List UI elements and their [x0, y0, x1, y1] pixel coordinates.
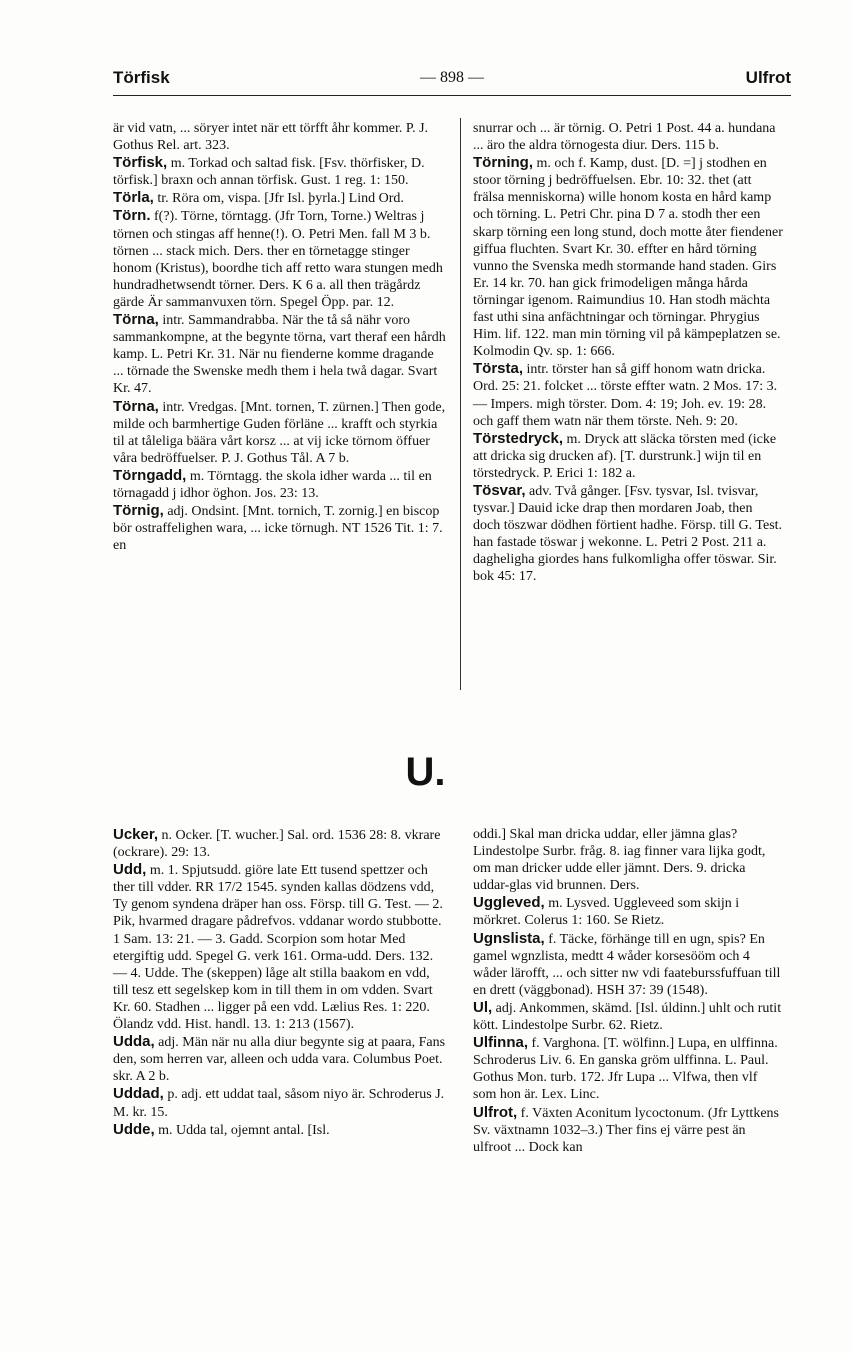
entry-continuation: är vid vatn, ... söryer intet när ett törfft åhr kommer. P. J. Gothus Rel. art. 323.	[113, 121, 429, 154]
entry-torfisk: Törfisk, m. Torkad och saltad fisk. [Fsv. thörfisker, D. törfisk.] braxn och annan törfisk. Gust. 1 reg. 1: 150.	[113, 154, 425, 189]
entry-uddad: Uddad, p. adj. ett uddat taal, såsom niyo är. Schroderus J. M. kr. 15.	[113, 1085, 445, 1120]
entry-udde: Udde, m. Udda tal, ojemnt antal. [Isl.	[113, 1120, 330, 1138]
entry-torna-1: Törna, intr. Sammandrabba. När the tå så nähr voro sammankompne, at the begynte törna, vart theraf een hårdh kamp. L. Petri Kr. 31. När nu fienderne komme dragande ... törnade the Swenske medh them i hela twå dagar. Svart Kr. 47.	[113, 311, 446, 397]
entry-torsta: Törsta, intr. törster han så giff honom watn dricka. Ord. 25: 21. folcket ... törste effter watn. 2 Mos. 17: 3. — Impers. migh törster. Dom. 4: 19; Joh. ev. 19: 28. och gaff them watn när them törste. Neh. 9: 20.	[473, 360, 778, 429]
headword: Törn.	[113, 207, 151, 225]
headword: Törngadd,	[113, 466, 187, 484]
column-3	[113, 826, 447, 1139]
entry-torla: Törla, tr. Röra om, vispa. [Jfr Isl. þyrla.] Lind Ord.	[113, 189, 404, 207]
column-2	[473, 120, 783, 586]
header-rule	[113, 95, 791, 96]
headword: Törning,	[473, 154, 533, 172]
headword: Udda,	[113, 1033, 155, 1051]
entry-ucker: Ucker, n. Ocker. [T. wucher.] Sal. ord. 1536 28: 8. vkrare (ockrare). 29: 13.	[113, 826, 441, 861]
headword: Ugnslista,	[473, 929, 545, 947]
entry-udda: Udda, adj. Män när nu alla diur begynte sig at paara, Fans den, som herren var, alleen och udda vara. Columbus Poet. skr. A 2 b.	[113, 1033, 446, 1085]
entry-continuation: snurrar och ... är törnig. O. Petri 1 Post. 44 a. hundana ... äro the aldra törnogesta diur. Ders. 115 b.	[473, 121, 776, 154]
headword: Udde,	[113, 1120, 155, 1138]
headword: Törnig,	[113, 502, 164, 520]
headword: Ulfinna,	[473, 1034, 528, 1052]
entry-ugnslista: Ugnslista, f. Täcke, förhänge till en ugn, spis? En gamel wgnzlista, medtt 4 wåder korsesööm och 4 wåder lärofft, ... och sitter nw vdi faateburssfuffuan till en drett (väggbonad). HSH 37: 39 (1548).	[473, 929, 781, 998]
entry-uggleved: Uggleved, m. Lysved. Uggleveed som skijn i mörkret. Colerus 1: 160. Se Rietz.	[473, 894, 740, 929]
header-right-guideword: Ulfrot	[745, 68, 791, 87]
entry-continuation: oddi.] Skal man dricka uddar, eller jämna glas? Lindestolpe Surbr. fråg. 8. iag finner vara lijka godt, om man dricker udde eller jämnt. Ders. 9. dricka uddar-glas vid brunnen. Ders.	[473, 827, 766, 894]
headword: Ucker,	[113, 826, 159, 843]
headword: Udd,	[113, 861, 147, 879]
running-header	[113, 68, 791, 90]
entry-ulfrot: Ulfrot, f. Växten Aconitum lycoctonum. (Jfr Lyttkens Sv. växtnamn 1032–3.) Ther fins ej värre pest än ulfroot ... Dock kan	[473, 1103, 779, 1155]
headword: Tösvar,	[473, 481, 526, 499]
entry-torstedryck: Törstedryck, m. Dryck att släcka törsten med (icke att dricka sig drucken af). [T. durstrunk.] wijn til en törstedryck. P. Erici 1: 182 a.	[473, 429, 777, 481]
page-number: — 898 —	[420, 69, 484, 86]
entry-torngadd: Törngadd, m. Törntagg. the skola idher warda ... til en törnagadd j idhor öghon. Jos. 23: 13.	[113, 466, 432, 501]
headword: Törna,	[113, 311, 159, 329]
headword: Uggleved,	[473, 894, 545, 912]
headword: Uddad,	[113, 1085, 164, 1103]
headword: Törstedryck,	[473, 429, 564, 447]
entry-torning: Törning, m. och f. Kamp, dust. [D. =] j stodhen en stoor törning j bedröffuelsen. Ebr. 10: 32. thet (att frälsa menniskorna) wille honom kosta en hård kamp och törning. L. Petri Chr. pina D 7 a. stodh ther een skarp törning een long stund, doch motte åter fiendener giffua fluchten. Svart Kr. 30. effter en hård törning vunno the Svenska medh stormande hand staden. Girs Er. 14 kr. 70. han gick frimodeligen många hårda törningar igenom. Raimundius 10. Han stodh mächta fast uthi sina anfächtningar och törningar. Phrygius Him. lif. 122. man min törning vil på kämpeplatzen se. Kolmodin Qv. sp. 1: 666.	[473, 154, 783, 360]
headword: Törna,	[113, 397, 159, 415]
column-1	[113, 120, 447, 554]
entry-torna-2: Törna, intr. Vredgas. [Mnt. tornen, T. zürnen.] Then gode, milde och barmhertige Guden förläne ... krafft och styrkia til at tåleliga bäära vårt korsz ... at vij icke törnom öffuer våra bedröffuelser. P. J. Gothus Tål. A 7 b.	[113, 397, 446, 466]
entry-udd: Udd, m. 1. Spjutsudd. giöre late Ett tusend spettzer och ther till vdder. RR 17/2 1545. synden kallas dödzens vdd, Ty genom syndena dräper han oss. Försp. till G. Test. — 2. Pik, hvarmed dragare pådrefvos. vddanar wordo stubbotte. 1 Sam. 13: 21. — 3. Gadd. Scorpion som hotar Med etergiftig udd. Spegel G. verk 161. Orma-udd. Ders. 132. — 4. Udde. The (skeppen) låge alt stilla baakom en vdd, till tesz ett segelskep kom in till them in om vdden. Svart Kr. 60. Stadhen ... ligger på een vdd. Lælius Res. 1: 220. Ölandz vdd. Hist. handl. 13. 1: 213 (1567).	[113, 861, 443, 1033]
entry-tosvar: Tösvar, adv. Två gånger. [Fsv. tysvar, Isl. tvisvar, tysvar.] Dauid icke drap then mordaren Joab, then doch töszwar dödhen förtient hadhe. Försp. till G. Test. han fastade töswar j wekonne. L. Petri 2 Post. 211 a. dagheligha giordes hans fulkomligha offer töswar. Sir. bok 45: 17.	[473, 481, 783, 585]
entry-tornig: Törnig, adj. Ondsint. [Mnt. tornich, T. zornig.] en biscop bör ostraffelighen wara, ... icke törnugh. NT 1526 Tit. 1: 7. en	[113, 502, 443, 554]
headword: Ul,	[473, 998, 493, 1016]
headword: Törfisk,	[113, 154, 168, 172]
entry-ulfinna: Ulfinna, f. Varghona. [T. wölfinn.] Lupa, en ulffinna. Schroderus Liv. 6. En ganska gröm ulffinna. L. Paul. Gothus Mon. turb. 172. Jfr Lupa ... Vlfwa, then vlf som hon är. Lex. Linc.	[473, 1034, 778, 1103]
column-divider	[460, 118, 461, 690]
entry-ul: Ul, adj. Ankommen, skämd. [Isl. úldinn.] uhlt och rutit kött. Lindestolpe Surbr. 62. Rietz.	[473, 998, 782, 1034]
headword: Törla,	[113, 189, 154, 207]
header-left-guideword: Törfisk	[113, 68, 170, 87]
entry-torn: Törn. f(?). Törne, törntagg. (Jfr Torn, Torne.) Weltras j törnen och stingas aff henne(!). O. Petri Men. fall M 3 b. törnen ... stack mich. Ders. ther en törnetagge stinger honom (Kristus), boordhe tich aff retto wara stungen medh hundradhetwsendt törner. Ders. K 6 a. all then trägårdz gärde Är sammanvuxen törn. Spegel Öpp. par. 12.	[113, 207, 443, 310]
section-letter: U.	[405, 750, 446, 794]
column-4	[473, 826, 783, 1156]
headword: Törsta,	[473, 360, 524, 378]
headword: Ulfrot,	[473, 1103, 518, 1121]
